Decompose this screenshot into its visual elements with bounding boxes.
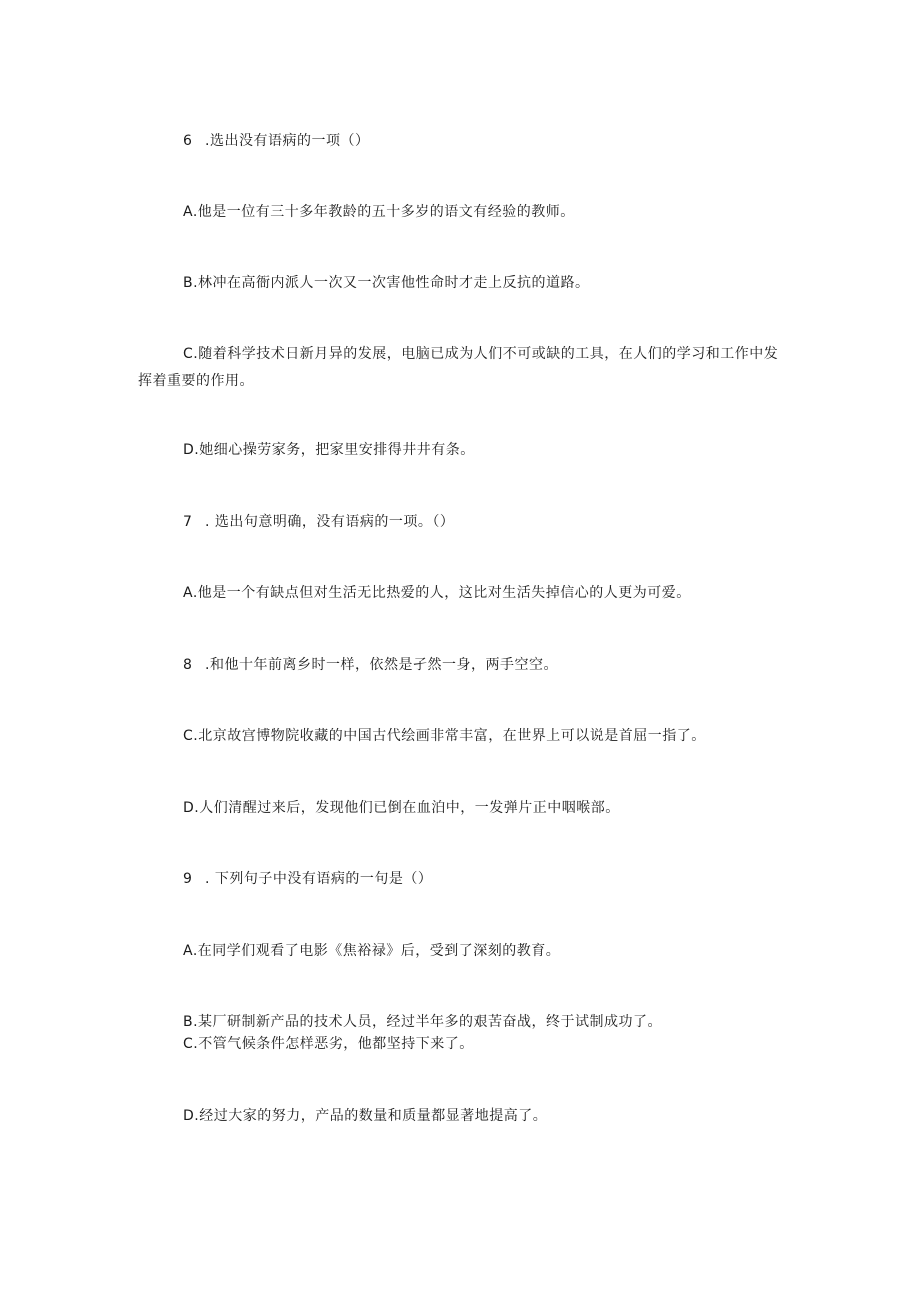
question-number: 7	[183, 514, 193, 530]
q6-option-c: C.随着科学技术日新月异的发展，电脑已成为人们不可或缺的工具，在人们的学习和工作中发挥着重要的作用。	[138, 346, 779, 389]
q9-option-b: B.某厂研制新产品的技术人员，经过半年多的艰苦奋战，终于试制成功了。	[183, 1014, 663, 1030]
question-number: 9	[183, 871, 193, 887]
q7-option-a: A.他是一个有缺点但对生活无比热爱的人，这比对生活失掉信心的人更为可爱。	[183, 585, 691, 601]
question-text: .和他十年前离乡时一样，依然是孑然一身，两手空空。	[205, 657, 558, 673]
q9-option-a: A.在同学们观看了电影《焦裕禄》后，受到了深刻的教育。	[183, 943, 561, 959]
question-6-stem	[183, 132, 369, 150]
question-8-stem	[183, 656, 558, 674]
question-number: 6	[183, 133, 193, 149]
q9-option-c: C.不管气候条件怎样恶劣，他都坚持下来了。	[183, 1036, 474, 1052]
question-text: .选出没有语病的一项（）	[205, 133, 370, 149]
question-text: . 选出句意明确，没有语病的一项。（）	[205, 514, 455, 530]
q6-option-a: A.他是一位有三十多年教龄的五十多岁的语文有经验的教师。	[183, 204, 575, 220]
question-number: 8	[183, 657, 193, 673]
question-text: . 下列句子中没有语病的一句是（）	[205, 871, 433, 887]
question-7-stem	[183, 513, 454, 531]
question-9-stem	[183, 870, 432, 888]
q8-option-c: C.北京故宫博物院收藏的中国古代绘画非常丰富，在世界上可以说是首屈一指了。	[183, 728, 706, 744]
q6-option-b: B.林冲在高衙内派人一次又一次害他性命时才走上反抗的道路。	[183, 275, 590, 291]
q6-option-d: D.她细心操劳家务，把家里安排得井井有条。	[183, 442, 475, 458]
q9-option-d: D.经过大家的努力，产品的数量和质量都显著地提高了。	[183, 1108, 548, 1124]
q8-option-d: D.人们清醒过来后，发现他们已倒在血泊中，一发弹片正中咽喉部。	[183, 800, 620, 816]
